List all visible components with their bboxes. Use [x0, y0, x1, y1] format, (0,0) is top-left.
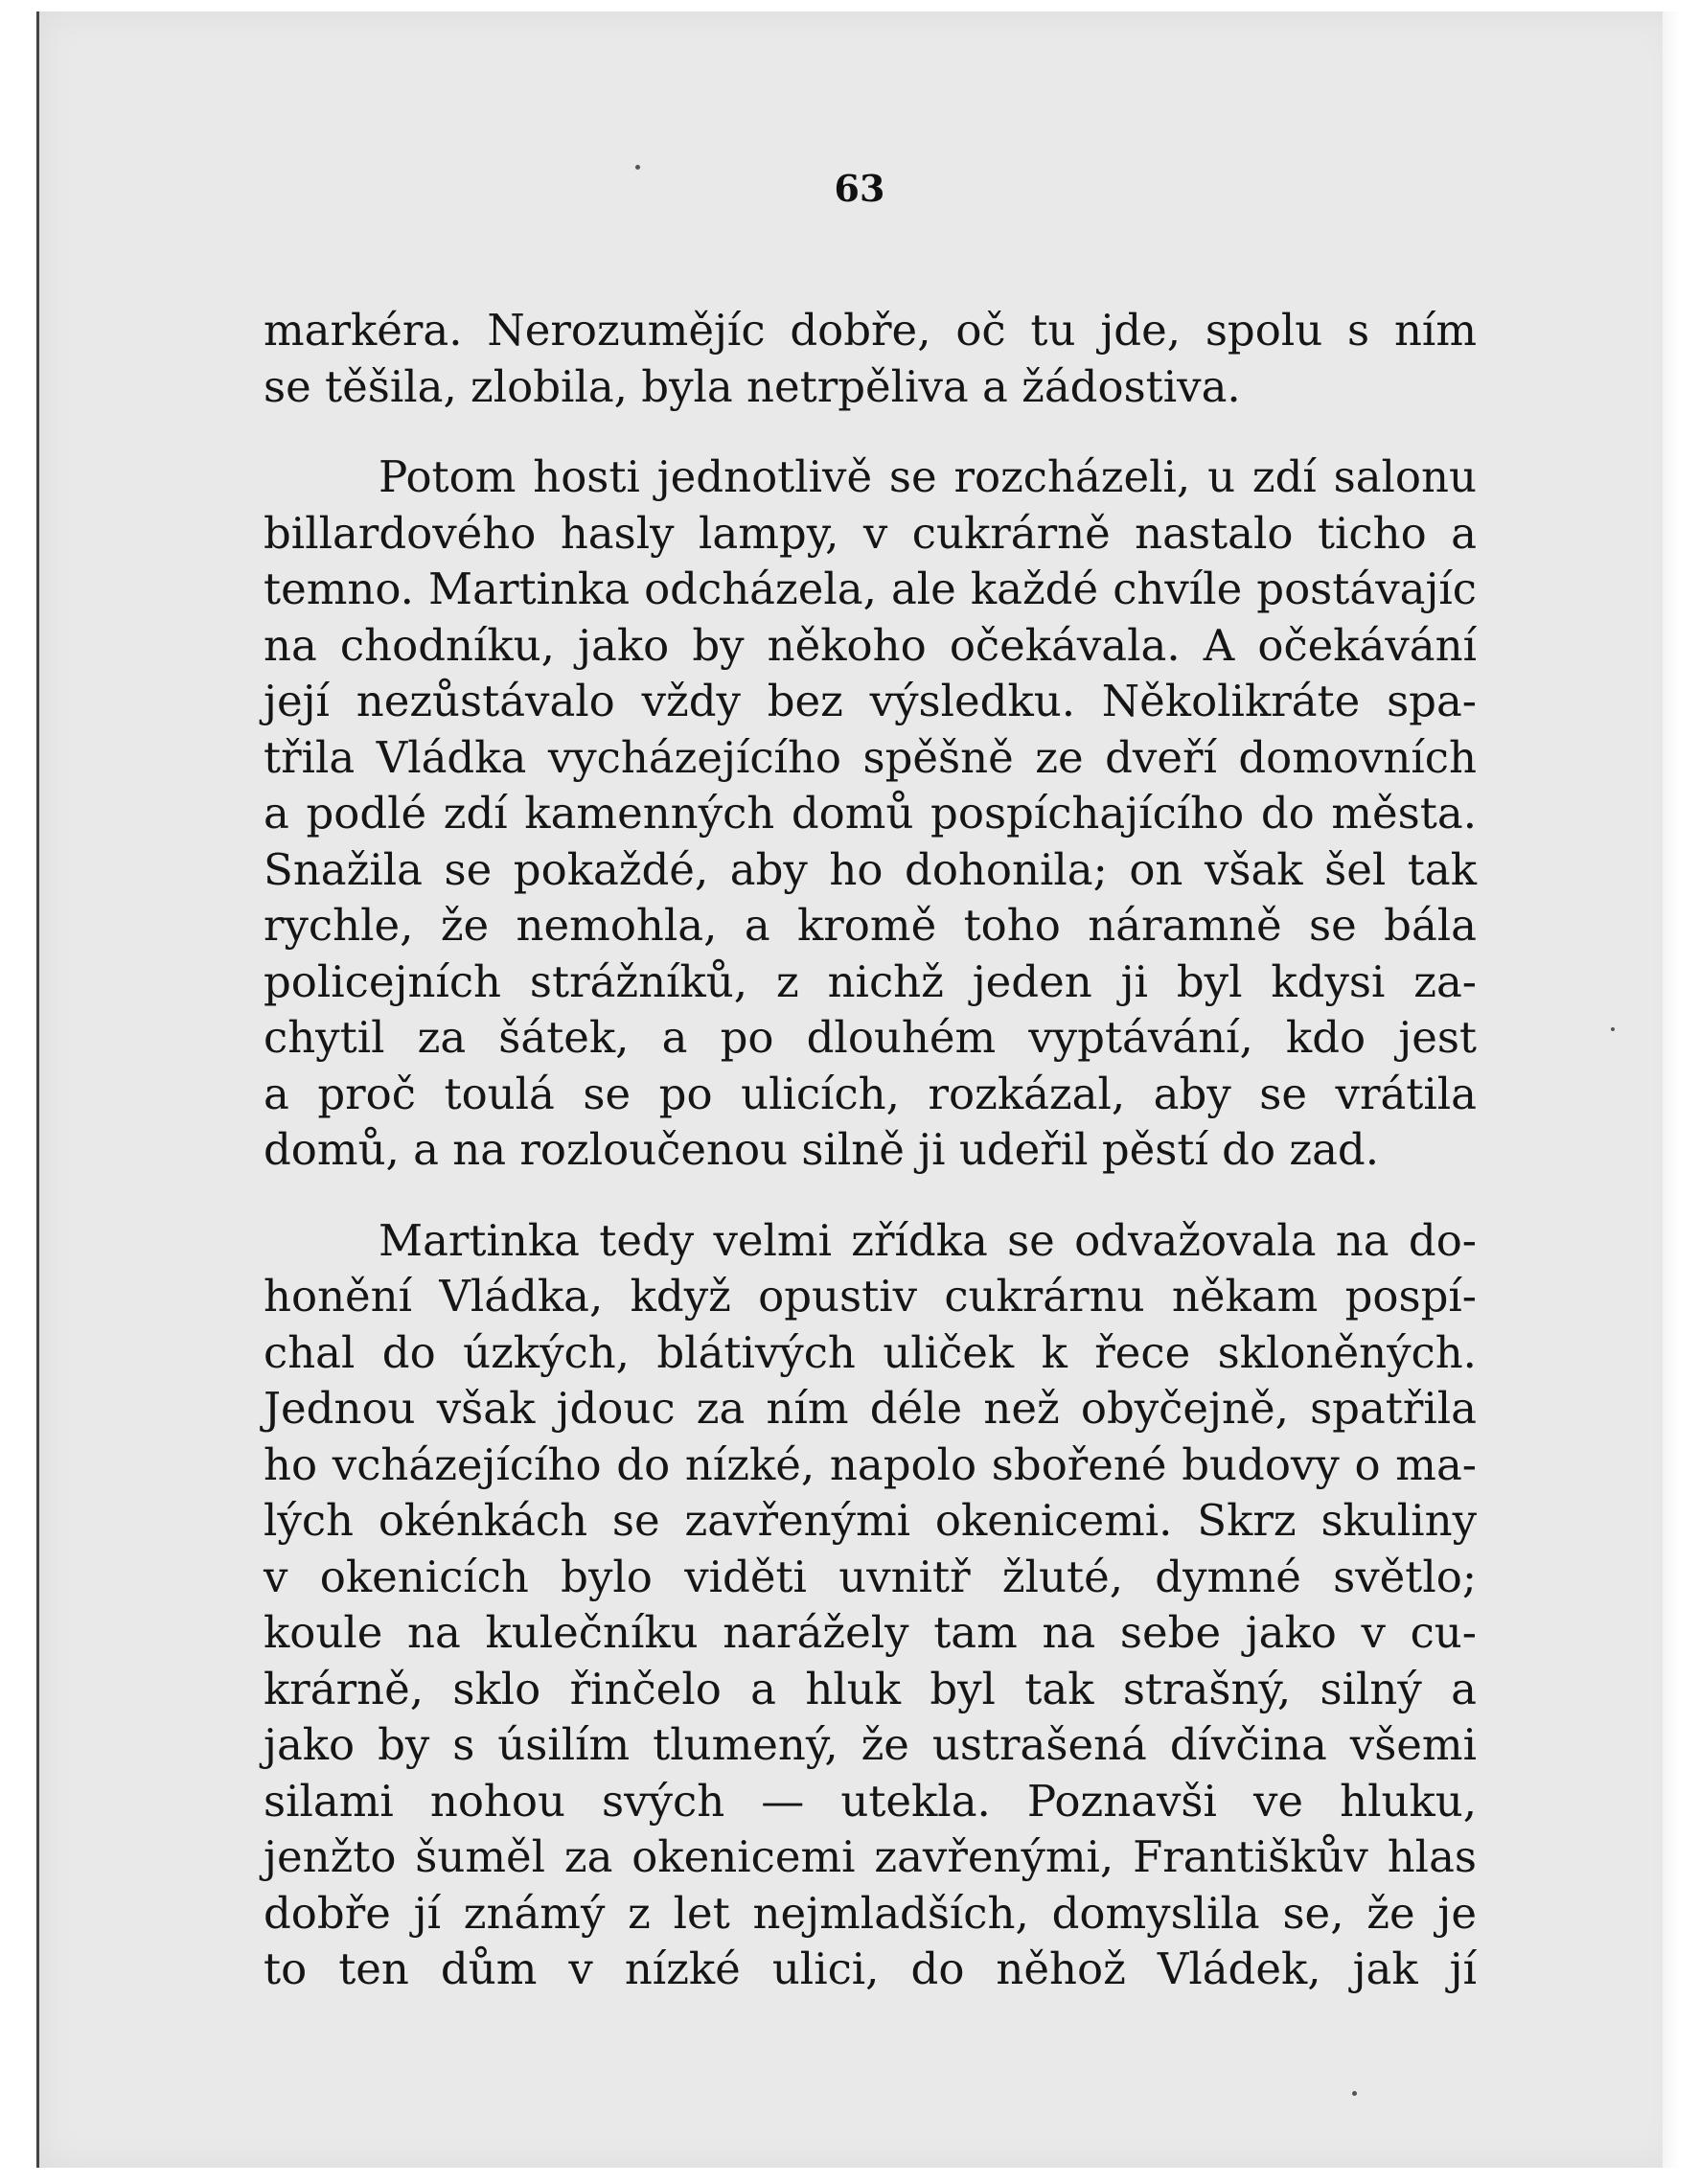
text-line: rychle, že nemohla, a kromě toho náramně se bála — [264, 900, 1477, 951]
text-line: Martinka tedy velmi zřídka se odvažovala na do- — [379, 1214, 1477, 1266]
text-line: ho vcházejícího do nízké, napolo sbořené budovy o ma- — [264, 1438, 1477, 1490]
text-line: Snažila se pokaždé, aby ho dohonila; on však šel tak — [264, 843, 1477, 895]
text-line: a podlé zdí kamenných domů pospíchajícího do města. — [264, 788, 1477, 839]
text-line: její nezůstávalo vždy bez výsledku. Několikráte spa- — [264, 676, 1477, 726]
text-line: v okenicích bylo viděti uvnitř žluté, dymné světlo; — [264, 1551, 1477, 1602]
text-line: Jednou však jdouc za ním déle než obyčejně, spatřila — [264, 1383, 1477, 1434]
text-line: koule na kulečníku narážely tam na sebe jako v cu- — [264, 1607, 1477, 1658]
text-line: a proč toulá se po ulicích, rozkázal, aby se vrátila — [264, 1068, 1477, 1119]
page-edge — [1663, 11, 1680, 2168]
text-line: na chodníku, jako by někoho očekávala. A očekávání — [264, 619, 1477, 671]
text-line: honění Vládka, když opustiv cukrárnu někam pospí- — [264, 1271, 1477, 1322]
text-line: domů, a na rozloučenou silně ji udeřil pěstí do zad. — [264, 1124, 1380, 1175]
text-line: se těšila, zlobila, byla netrpěliva a žádostiva. — [264, 360, 1241, 412]
text-line: lých okénkách se zavřenými okenicemi. Skrz skuliny — [264, 1495, 1477, 1546]
paragraph-gap — [264, 1179, 1477, 1213]
text-line: silami nohou svých — utekla. Poznavši ve hluku, — [264, 1775, 1477, 1827]
text-line: jenžto šuměl za okenicemi zavřenými, Františkův hlas — [264, 1831, 1477, 1882]
paragraph-1 — [264, 303, 1477, 415]
text-line: markéra. Nerozumějíc dobře, oč tu jde, spolu s ním — [264, 305, 1477, 356]
text-line: dobře jí známý z let nejmladších, domyslila se, že je — [264, 1887, 1477, 1939]
text-line: chytil za šátek, a po dlouhém vyptávání, kdo jest — [264, 1012, 1477, 1063]
text-line: temno. Martinka odcházela, ale každé chvíle postávajíc — [264, 563, 1477, 614]
text-line: chal do úzkých, blátivých uliček k řece skloněných. — [264, 1326, 1477, 1378]
print-speck — [1352, 2091, 1357, 2096]
body-text — [264, 303, 1477, 1998]
text-line: billardového hasly lampy, v cukrárně nastalo ticho a — [264, 507, 1477, 559]
book-page — [36, 11, 1680, 2168]
text-line: jako by s úsilím tlumený, že ustrašená dívčina všemi — [264, 1719, 1477, 1770]
print-speck — [1611, 1027, 1615, 1031]
text-line: krárně, sklo řinčelo a hluk byl tak strašný, silný a — [264, 1663, 1477, 1714]
paragraph-gap — [264, 415, 1477, 449]
text-line: Potom hosti jednotlivě se rozcházeli, u zdí salonu — [379, 451, 1477, 502]
page-number: 63 — [834, 167, 885, 210]
paragraph-3 — [264, 1213, 1477, 1998]
text-line: třila Vládka vycházejícího spěšně ze dveří domovních — [264, 731, 1477, 783]
text-line: policejních strážníků, z nichž jeden ji byl kdysi za- — [264, 955, 1477, 1007]
paragraph-2 — [264, 449, 1477, 1179]
text-line: to ten dům v nízké ulici, do něhož Vládek, jak jí — [264, 1943, 1477, 1994]
